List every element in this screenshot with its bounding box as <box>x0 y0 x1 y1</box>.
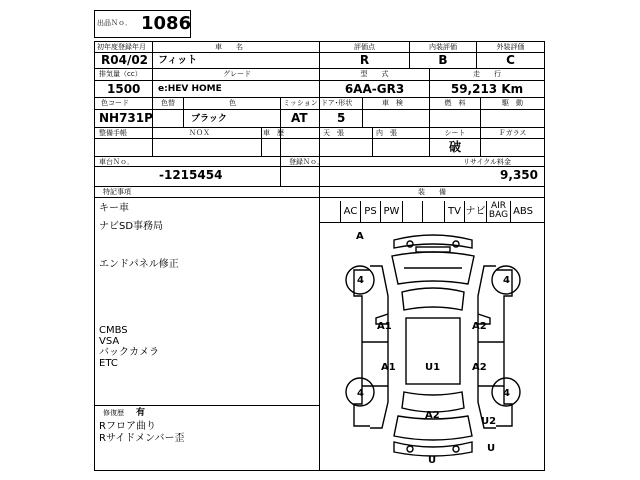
mileage-value: 59,213 Km <box>450 82 524 96</box>
doors-value: 5 <box>337 111 346 125</box>
damage-front: A <box>356 231 364 242</box>
exterior-grade-label: 外装評価 <box>496 43 525 51</box>
eval-score-value: R <box>359 53 370 67</box>
repair-history-value: 有 <box>136 408 146 418</box>
damage-wheel-rr: 4 <box>503 388 510 399</box>
remark-line: ETC <box>99 358 118 369</box>
damage-rear-right: U2 <box>481 416 497 427</box>
doors-label: ドア･形状 <box>321 99 353 107</box>
equipment-cell: AIR BAG <box>486 201 510 222</box>
color-label: 色 <box>229 99 236 107</box>
equipment-cell: AC <box>340 201 360 222</box>
damage-wheel-fr: 4 <box>503 275 510 286</box>
damage-right-front-door: A2 <box>472 321 487 332</box>
repair-line: Rサイドメンバー歪 <box>99 433 185 444</box>
maintenance-label: 整備手帳 <box>99 129 127 137</box>
seat-label: シート <box>444 129 466 137</box>
chassis-no-value: -1215454 <box>159 168 223 182</box>
inspection-label: 車 検 <box>382 99 403 107</box>
repair-line: Rフロア曲り <box>99 421 156 432</box>
equipment-cell: PW <box>380 201 402 222</box>
grade-value: e:HEV HOME <box>158 84 222 94</box>
model-type-label: 型 式 <box>360 70 389 78</box>
chassis-no-label: 車台Ｎｏ． <box>99 158 134 166</box>
vehicle-history-label: 車 歴 <box>263 129 284 137</box>
listing-number-box <box>94 10 191 38</box>
f-glass-label: Ｆガラス <box>498 129 527 137</box>
remark-line: バックカメラ <box>99 347 159 358</box>
remark-line: キー車 <box>99 203 129 214</box>
remark-line: ナビSD事務局 <box>99 221 164 232</box>
exterior-grade-value: C <box>506 53 515 67</box>
mileage-label: 走 行 <box>473 70 501 78</box>
damage-roof: U1 <box>425 362 441 373</box>
damage-trunk: A2 <box>425 410 440 421</box>
equipment-cell: TV <box>444 201 464 222</box>
recycle-fee-value: 9,350 <box>500 168 538 182</box>
reg-no-label: 登録Ｎｏ． <box>289 158 324 166</box>
equipment-cell <box>422 201 442 222</box>
equipment-label: 装 備 <box>418 188 446 196</box>
listing-number: 1086 <box>141 13 192 34</box>
car-damage-diagram <box>330 226 540 466</box>
grade-label: グレード <box>223 70 251 78</box>
displacement-label: 排気量（cc） <box>99 70 142 78</box>
remark-line: CMBS <box>99 325 128 336</box>
recycle-fee-label: リサイクル料金 <box>462 158 512 166</box>
damage-wheel-fl: 4 <box>357 275 364 286</box>
damage-rear-bumper: U <box>428 455 437 466</box>
interior-label: 内 張 <box>376 129 397 137</box>
remarks-label: 特記事項 <box>103 188 131 196</box>
equipment-cell: ナビ <box>464 201 486 222</box>
listing-number-label: 出品Ｎｏ． <box>97 19 132 27</box>
damage-rear-bumper-right: U <box>487 443 496 454</box>
interior-grade-label: 内装評価 <box>429 43 457 51</box>
car-name-value: フィット <box>158 55 198 66</box>
drive-label: 駆 動 <box>502 99 523 107</box>
fuel-label: 燃 料 <box>444 99 466 107</box>
car-name-label: 車 名 <box>215 43 243 51</box>
repair-history-label: 修復歴 <box>103 409 124 417</box>
color-value: ブラック <box>191 114 227 124</box>
first-reg-label: 初年度登録年月 <box>97 43 146 51</box>
sunroof-label: 天 張 <box>323 129 344 137</box>
color-type-label: 色替 <box>161 99 175 107</box>
eval-score-label: 評価点 <box>354 43 375 51</box>
model-type-value: 6AA-GR3 <box>344 82 405 96</box>
equipment-cell: ABS <box>510 201 535 222</box>
interior-grade-value: B <box>438 53 448 67</box>
damage-right-rear-door: A2 <box>472 362 487 373</box>
damage-wheel-rl: 4 <box>357 388 364 399</box>
displacement-value: 1500 <box>107 82 141 96</box>
equipment-grid <box>320 201 545 223</box>
color-code-label: 色コード <box>101 99 129 107</box>
equipment-cell <box>402 201 422 222</box>
damage-left-front-door: A1 <box>377 321 392 332</box>
transmission-label: ミッション <box>283 99 318 107</box>
first-reg-value: R04/02 <box>101 53 149 67</box>
remark-line: エンドパネル修正 <box>99 259 179 270</box>
transmission-value: AT <box>291 111 308 125</box>
damage-left-rear-door: A1 <box>381 362 396 373</box>
seat-value: 破 <box>448 140 461 154</box>
color-code-value: NH731P <box>99 111 153 125</box>
nox-label: ＮＯＸ <box>189 129 210 137</box>
remark-line: VSA <box>99 336 120 347</box>
equipment-cell: PS <box>360 201 380 222</box>
